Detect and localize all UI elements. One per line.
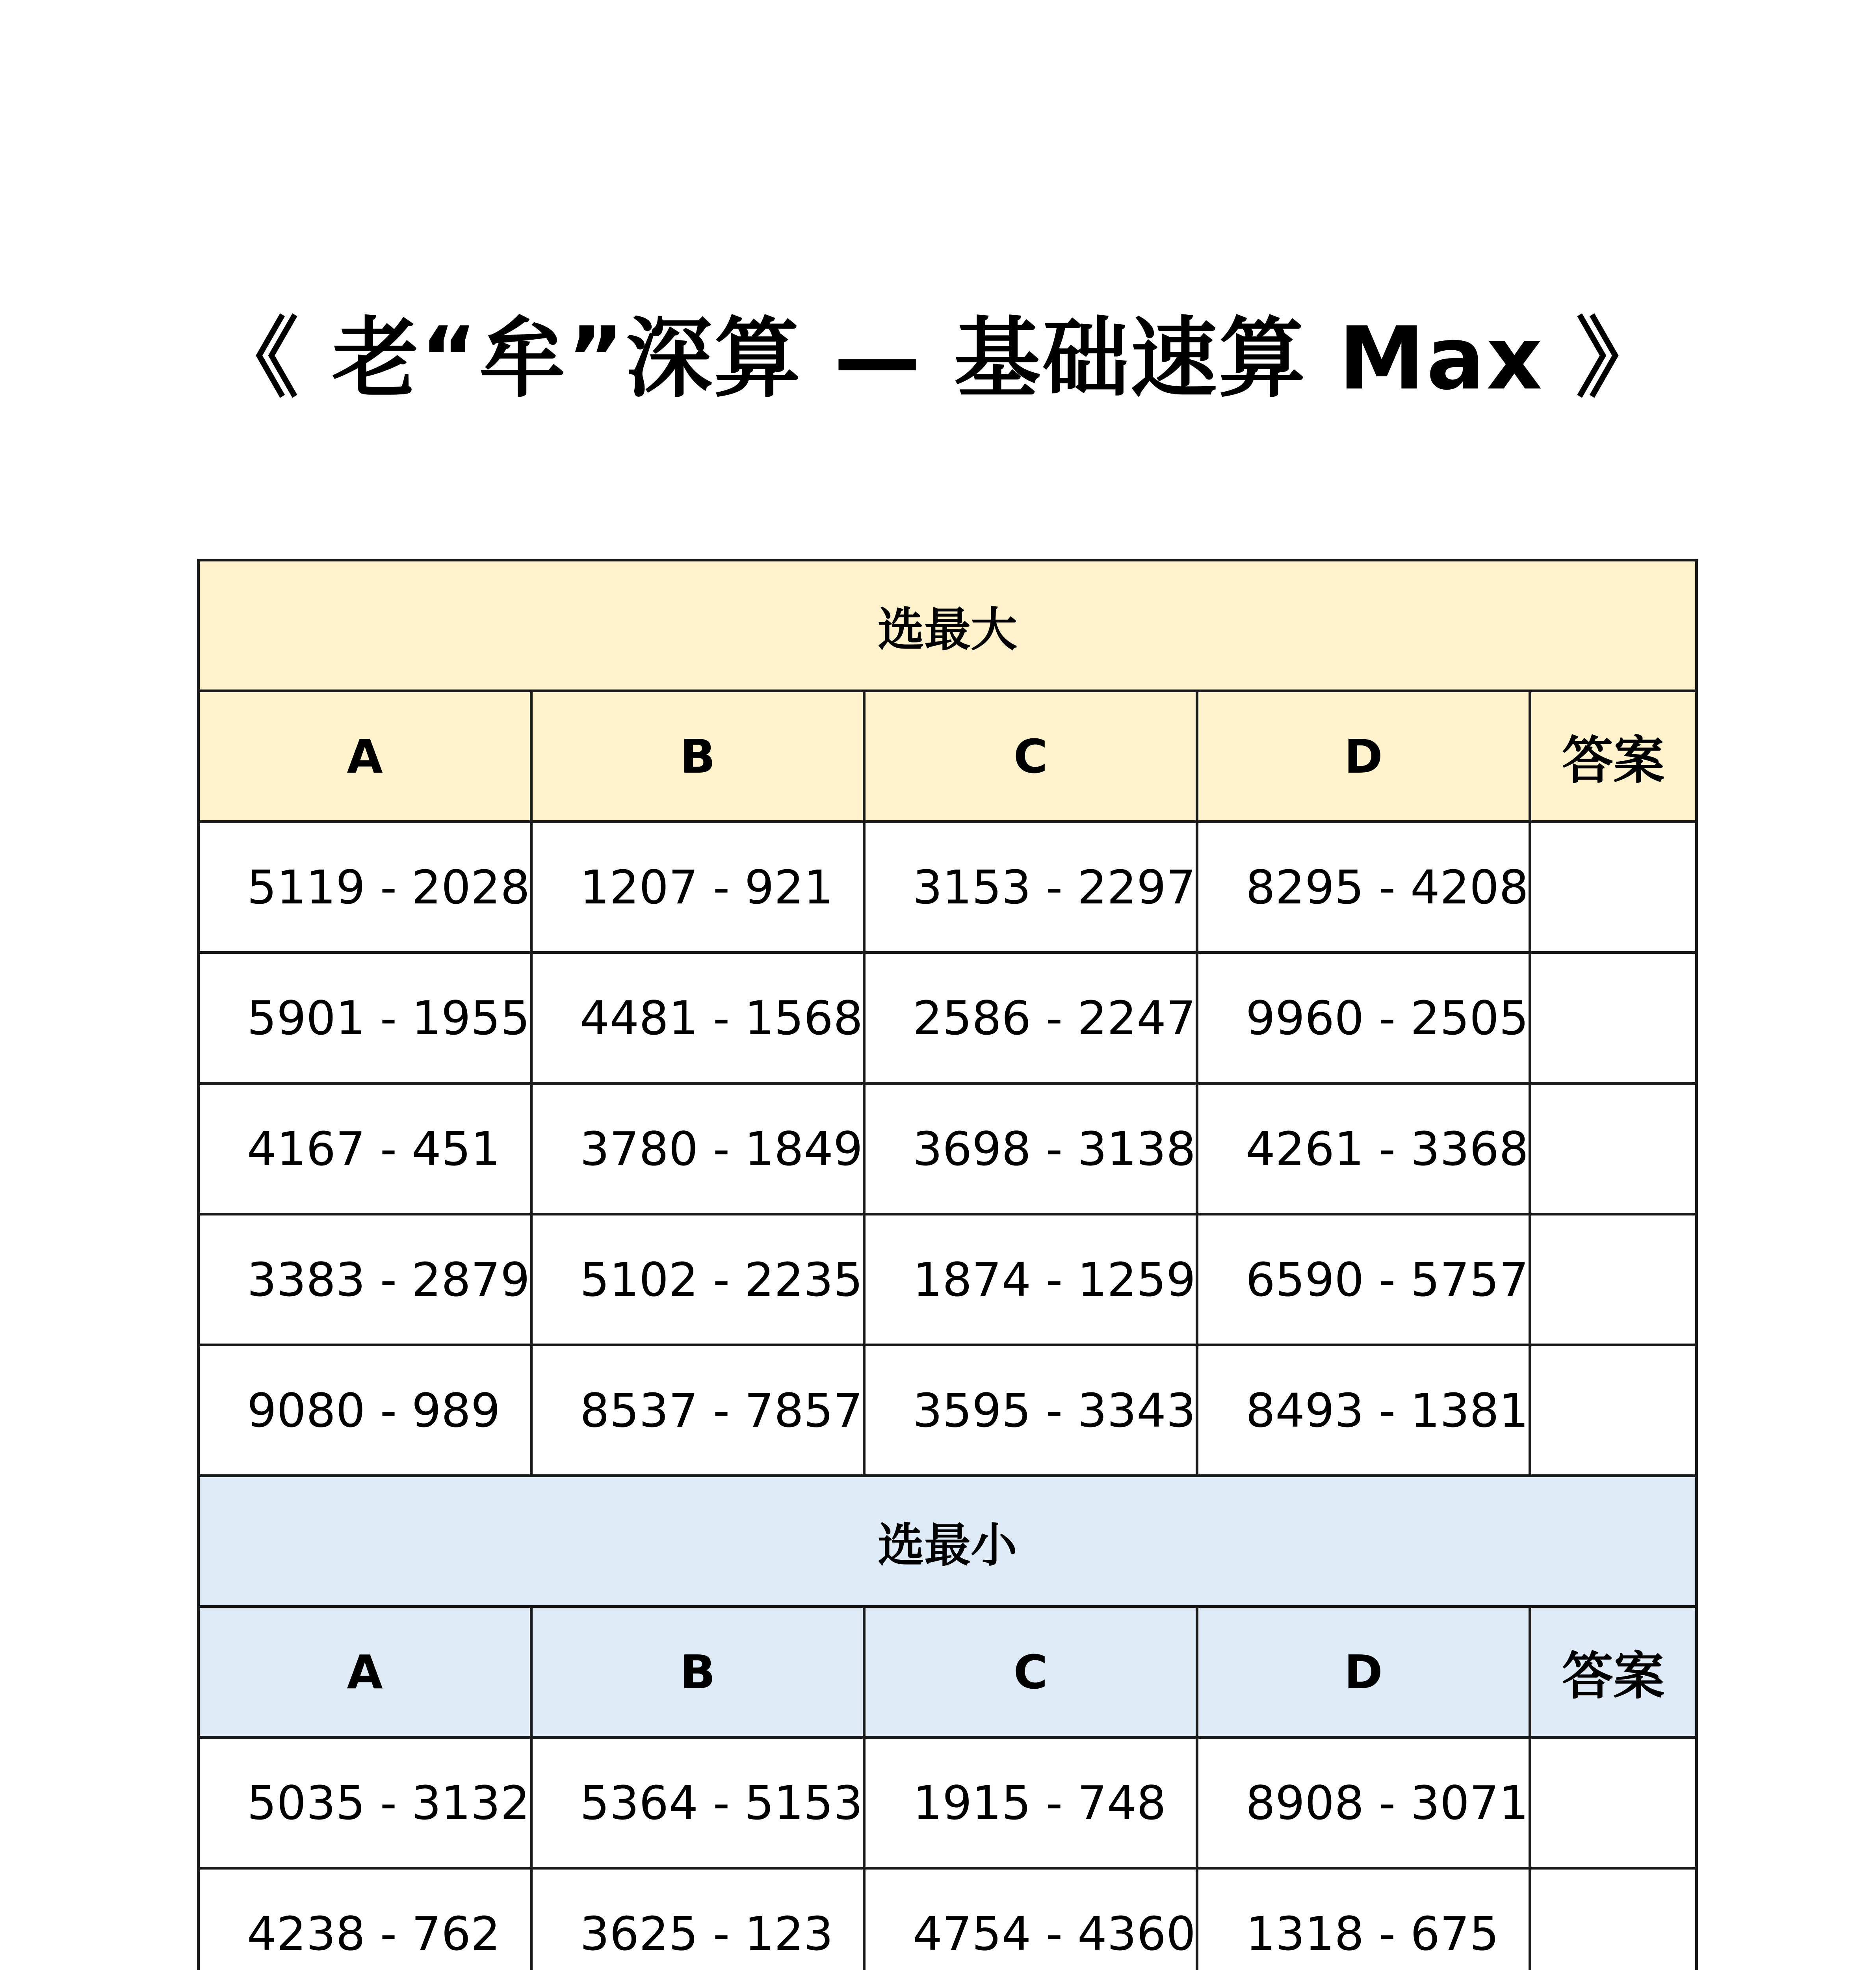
option-d-expression: 4261 - 3368 (1197, 1084, 1530, 1214)
column-header-a: A (199, 1607, 531, 1738)
question-row (199, 1214, 1697, 1345)
section-title-row-min (199, 1476, 1697, 1607)
option-d-expression: 1318 - 675 (1197, 1868, 1530, 1970)
column-header-answer: 答案 (1530, 691, 1697, 822)
option-d-expression: 8908 - 3071 (1197, 1738, 1530, 1868)
column-header-b: B (531, 1607, 864, 1738)
column-header-d: D (1197, 691, 1530, 822)
worksheet-table (197, 559, 1698, 1970)
option-b-expression: 3780 - 1849 (531, 1084, 864, 1214)
column-header-c: C (864, 691, 1197, 822)
option-a-expression: 3383 - 2879 (199, 1214, 531, 1345)
option-c-expression: 1874 - 1259 (864, 1214, 1197, 1345)
answer-cell[interactable] (1530, 1868, 1697, 1970)
option-d-expression: 6590 - 5757 (1197, 1214, 1530, 1345)
question-row (199, 822, 1697, 953)
section-title-max: 选最大 (199, 560, 1697, 691)
column-header-d: D (1197, 1607, 1530, 1738)
answer-cell[interactable] (1530, 822, 1697, 953)
option-a-expression: 4238 - 762 (199, 1868, 531, 1970)
header-row-min (199, 1607, 1697, 1738)
option-b-expression: 4481 - 1568 (531, 953, 864, 1084)
option-b-expression: 3625 - 123 (531, 1868, 864, 1970)
option-c-expression: 1915 - 748 (864, 1738, 1197, 1868)
option-c-expression: 4754 - 4360 (864, 1868, 1197, 1970)
section-title-min: 选最小 (199, 1476, 1697, 1607)
question-row (199, 1868, 1697, 1970)
option-a-expression: 5901 - 1955 (199, 953, 531, 1084)
answer-cell[interactable] (1530, 1214, 1697, 1345)
section-title-row-max (199, 560, 1697, 691)
answer-cell[interactable] (1530, 1345, 1697, 1476)
option-b-expression: 5364 - 5153 (531, 1738, 864, 1868)
option-a-expression: 5035 - 3132 (199, 1738, 531, 1868)
option-d-expression: 8295 - 4208 (1197, 822, 1530, 953)
question-row (199, 1084, 1697, 1214)
option-a-expression: 4167 - 451 (199, 1084, 531, 1214)
question-row (199, 1345, 1697, 1476)
page-title: 《 老“牟”深算 — 基础速算 Max 》 (212, 308, 1664, 409)
option-c-expression: 3595 - 3343 (864, 1345, 1197, 1476)
header-row-max (199, 691, 1697, 822)
question-row (199, 1738, 1697, 1868)
column-header-b: B (531, 691, 864, 822)
answer-cell[interactable] (1530, 1084, 1697, 1214)
option-c-expression: 2586 - 2247 (864, 953, 1197, 1084)
answer-cell[interactable] (1530, 1738, 1697, 1868)
answer-cell[interactable] (1530, 953, 1697, 1084)
option-b-expression: 1207 - 921 (531, 822, 864, 953)
option-c-expression: 3698 - 3138 (864, 1084, 1197, 1214)
option-a-expression: 5119 - 2028 (199, 822, 531, 953)
option-d-expression: 8493 - 1381 (1197, 1345, 1530, 1476)
question-row (199, 953, 1697, 1084)
option-c-expression: 3153 - 2297 (864, 822, 1197, 953)
option-b-expression: 5102 - 2235 (531, 1214, 864, 1345)
column-header-answer: 答案 (1530, 1607, 1697, 1738)
option-a-expression: 9080 - 989 (199, 1345, 531, 1476)
option-b-expression: 8537 - 7857 (531, 1345, 864, 1476)
option-d-expression: 9960 - 2505 (1197, 953, 1530, 1084)
column-header-c: C (864, 1607, 1197, 1738)
column-header-a: A (199, 691, 531, 822)
